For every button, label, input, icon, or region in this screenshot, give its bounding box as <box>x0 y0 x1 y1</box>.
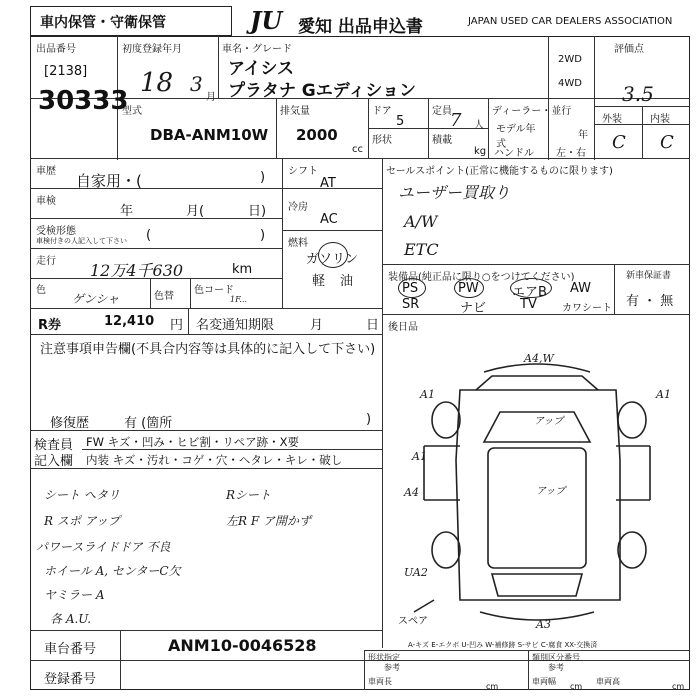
tax-label: 名変通知期限 <box>196 318 275 333</box>
lot-number: 30333 <box>38 86 129 116</box>
equip-tv: TV <box>520 297 537 312</box>
dmg-a1-mid: A1 <box>412 450 427 463</box>
class-ref: 参考 <box>548 663 564 672</box>
r-fee-value: 12,410 <box>104 314 155 329</box>
hw-note-3: R スポ アップ <box>44 514 120 528</box>
hw-note-2: Rシート <box>226 488 272 502</box>
equipment-label: 装備品(純正品に限り○をつけてください) <box>388 272 575 283</box>
inspection-year: 年 <box>120 204 134 219</box>
length-unit: cm <box>486 682 499 691</box>
dmg-a4: A4 <box>404 486 419 499</box>
fuel-oil: 油 <box>340 274 354 289</box>
hw-note-4: 左R F ア開かず <box>226 514 311 528</box>
lot-sub: [2138] <box>44 64 88 79</box>
disp-value: 2000 <box>296 126 338 144</box>
dmg-rpg-front: アップ <box>534 416 564 427</box>
wheel-fr <box>618 402 646 438</box>
score-value: 3.5 <box>622 82 654 106</box>
fuel-circle <box>318 242 348 268</box>
dmg-ua2: UA2 <box>404 566 428 579</box>
car-name: アイシス <box>228 59 294 79</box>
height-label: 車両高 <box>596 677 620 686</box>
int-value: C <box>660 132 674 153</box>
hw-note-1: シート へタリ <box>44 488 120 502</box>
model-label: 型式 <box>122 106 142 117</box>
handle-value: 左・右 <box>556 148 586 159</box>
sales-line2: A/W <box>404 212 438 231</box>
wheel-rl <box>432 532 460 568</box>
width-unit: cm <box>570 682 583 691</box>
r-fee-label: R券 <box>38 318 62 333</box>
dmg-a1-left: A1 <box>420 388 435 401</box>
model-year-label: モデル年式 <box>496 124 536 150</box>
r-fee-unit: 円 <box>170 318 184 333</box>
circle-airbag <box>510 278 552 298</box>
disp-label: 排気量 <box>280 106 310 117</box>
reg-label: 初度登録年月 <box>122 44 182 55</box>
car-front-bumper <box>484 364 590 372</box>
notes-label: 注意事項申告欄(不具合内容等は具体的に記入して下さい) <box>40 342 376 357</box>
equip-sr: SR <box>402 297 420 312</box>
hw-note-7: ヤミラー A <box>44 588 105 602</box>
shape-spec-label: 形状指定 <box>368 653 400 662</box>
fuel-gas: ガソリン <box>306 252 359 267</box>
damage-legend: A-キズ E-エクボ U-凹み W-補修跡 S-サビ C-腐食 XX-交換済 <box>408 641 598 649</box>
sales-line3: ETC <box>404 240 439 259</box>
dmg-a4w: A4,W <box>524 352 554 365</box>
score-label: 評価点 <box>614 44 644 55</box>
length-label: 車両長 <box>368 677 392 686</box>
cooling-label: 冷房 <box>288 202 308 213</box>
drive-4wd: 4WD <box>558 78 582 89</box>
ju-logo: JU <box>250 6 283 35</box>
car-roof <box>488 448 586 568</box>
reg-year: 18 <box>140 68 174 98</box>
warranty-value: 有 ・ 無 <box>626 294 674 309</box>
inspection-label: 車検 <box>36 196 56 207</box>
model-value: DBA-ANM10W <box>150 126 269 144</box>
mileage-unit: km <box>232 262 253 277</box>
pickup-open: ( <box>146 228 152 243</box>
color-change-label: 色替 <box>154 291 174 302</box>
fuel-label: 燃料 <box>288 238 308 249</box>
inspection-month: 月( <box>186 204 205 219</box>
reg-month: 3 <box>190 72 203 96</box>
wheel-fl <box>432 402 460 438</box>
car-hood <box>476 376 598 390</box>
tax-day: 日 <box>366 318 380 333</box>
chassis-label: 車台番号 <box>44 642 97 657</box>
hw-note-6: ホイール A, センターC欠 <box>44 564 181 578</box>
disp-unit: cc <box>352 144 363 155</box>
ext-label: 外装 <box>602 114 622 125</box>
fw-row: FW キズ・凹み・ヒビ割・リペア跡・X要 <box>86 435 300 449</box>
height-unit: cm <box>672 682 685 691</box>
pickup-label: 受検形態 <box>36 226 76 237</box>
pickup-note: 車検付きの人記入して下さい <box>36 237 127 245</box>
circle-ps <box>398 278 426 298</box>
load-unit: kg <box>474 146 487 157</box>
hw-note-5: パワースライドドア 不良 <box>36 540 171 554</box>
repair-value: 有 (箇所 <box>124 416 173 431</box>
int-label: 内装 <box>650 114 670 125</box>
postfill-label: 後日品 <box>388 322 418 333</box>
registration-label: 登録番号 <box>44 672 97 687</box>
car-grade: プラタナ Gエディション <box>228 81 417 101</box>
repair-label: 修復歴 <box>50 416 90 431</box>
equip-ps: PS <box>402 281 419 296</box>
equip-aw: AW <box>570 281 592 296</box>
inspector-label2: 記入欄 <box>34 454 74 469</box>
form-title: 愛知 出品申込書 <box>298 17 423 37</box>
sales-line1: ユーザー買取り <box>398 183 511 202</box>
spare-tire <box>414 600 434 612</box>
history-close: ) <box>260 170 266 185</box>
equip-navi: ナビ <box>460 301 487 316</box>
dmg-a1-right: A1 <box>656 388 671 401</box>
model-year-unit: 年 <box>578 130 588 141</box>
mileage-value: 12万4千630 <box>90 261 184 280</box>
fuel-light: 軽 <box>312 274 326 289</box>
class-label: 類別区分番号 <box>532 653 580 662</box>
warranty-label: 新車保証書 <box>626 271 672 281</box>
chassis-value: ANM10-0046528 <box>168 636 317 655</box>
width-label: 車両幅 <box>532 677 556 686</box>
reg-month-unit: 月 <box>206 92 216 103</box>
int-row: 内装 キズ・汚れ・コゲ・穴・ヘタレ・キレ・破し <box>86 453 343 467</box>
shape-label: 形状 <box>372 135 392 146</box>
form-title-en: JAPAN USED CAR DEALERS ASSOCIATION <box>468 16 673 27</box>
cap-unit: 人 <box>474 120 484 131</box>
color-code-label: 色コード <box>194 285 234 296</box>
equip-pw: PW <box>458 281 479 296</box>
shape-spec-ref: 参考 <box>384 663 400 672</box>
color-value: ゲンシャ <box>72 292 120 306</box>
left-side <box>424 446 460 500</box>
repair-close: ) <box>366 412 372 427</box>
color-code-value: 1F... <box>230 295 248 304</box>
shift-value: AT <box>320 176 336 191</box>
cooling-value: AC <box>320 212 338 227</box>
dmg-rpg-roof: アップ <box>536 486 566 497</box>
inspector-label1: 検査員 <box>34 438 74 453</box>
car-label: 車名・グレード <box>222 44 292 55</box>
storage-label: 車内保管・守衛保管 <box>40 15 166 31</box>
dealer-label: ディーラー・並行 <box>492 106 572 117</box>
inspection-day: 日) <box>248 204 267 219</box>
tax-month: 月 <box>310 318 324 333</box>
color-label: 色 <box>36 285 46 296</box>
load-label: 積載 <box>432 135 452 146</box>
hw-note-8: 各 A.U. <box>50 612 92 626</box>
right-side <box>616 446 650 500</box>
ext-value: C <box>612 132 626 153</box>
handle-label: ハンドル <box>494 148 534 159</box>
history-value: 自家用・( <box>76 172 142 190</box>
cap-label: 定員 <box>432 106 452 117</box>
mileage-label: 走行 <box>36 256 56 267</box>
cap-value: 7 <box>450 110 462 131</box>
lot-label: 出品番号 <box>36 44 76 55</box>
spare-label: スペア <box>398 616 428 627</box>
door-label: ドア <box>372 106 392 117</box>
equip-airbag: エアB <box>512 285 547 300</box>
equip-leather: カワシート <box>562 303 612 314</box>
history-label: 車歴 <box>36 166 56 177</box>
door-value: 5 <box>396 114 405 129</box>
shift-label: シフト <box>288 166 318 177</box>
wheel-rr <box>618 532 646 568</box>
car-rear-window <box>492 574 582 596</box>
circle-pw <box>454 278 484 298</box>
pickup-close: ) <box>260 228 266 243</box>
dmg-a3: A3 <box>536 618 551 631</box>
drive-2wd: 2WD <box>558 54 582 65</box>
sales-label: セールスポイント(正常に機能するものに限ります) <box>386 166 613 177</box>
